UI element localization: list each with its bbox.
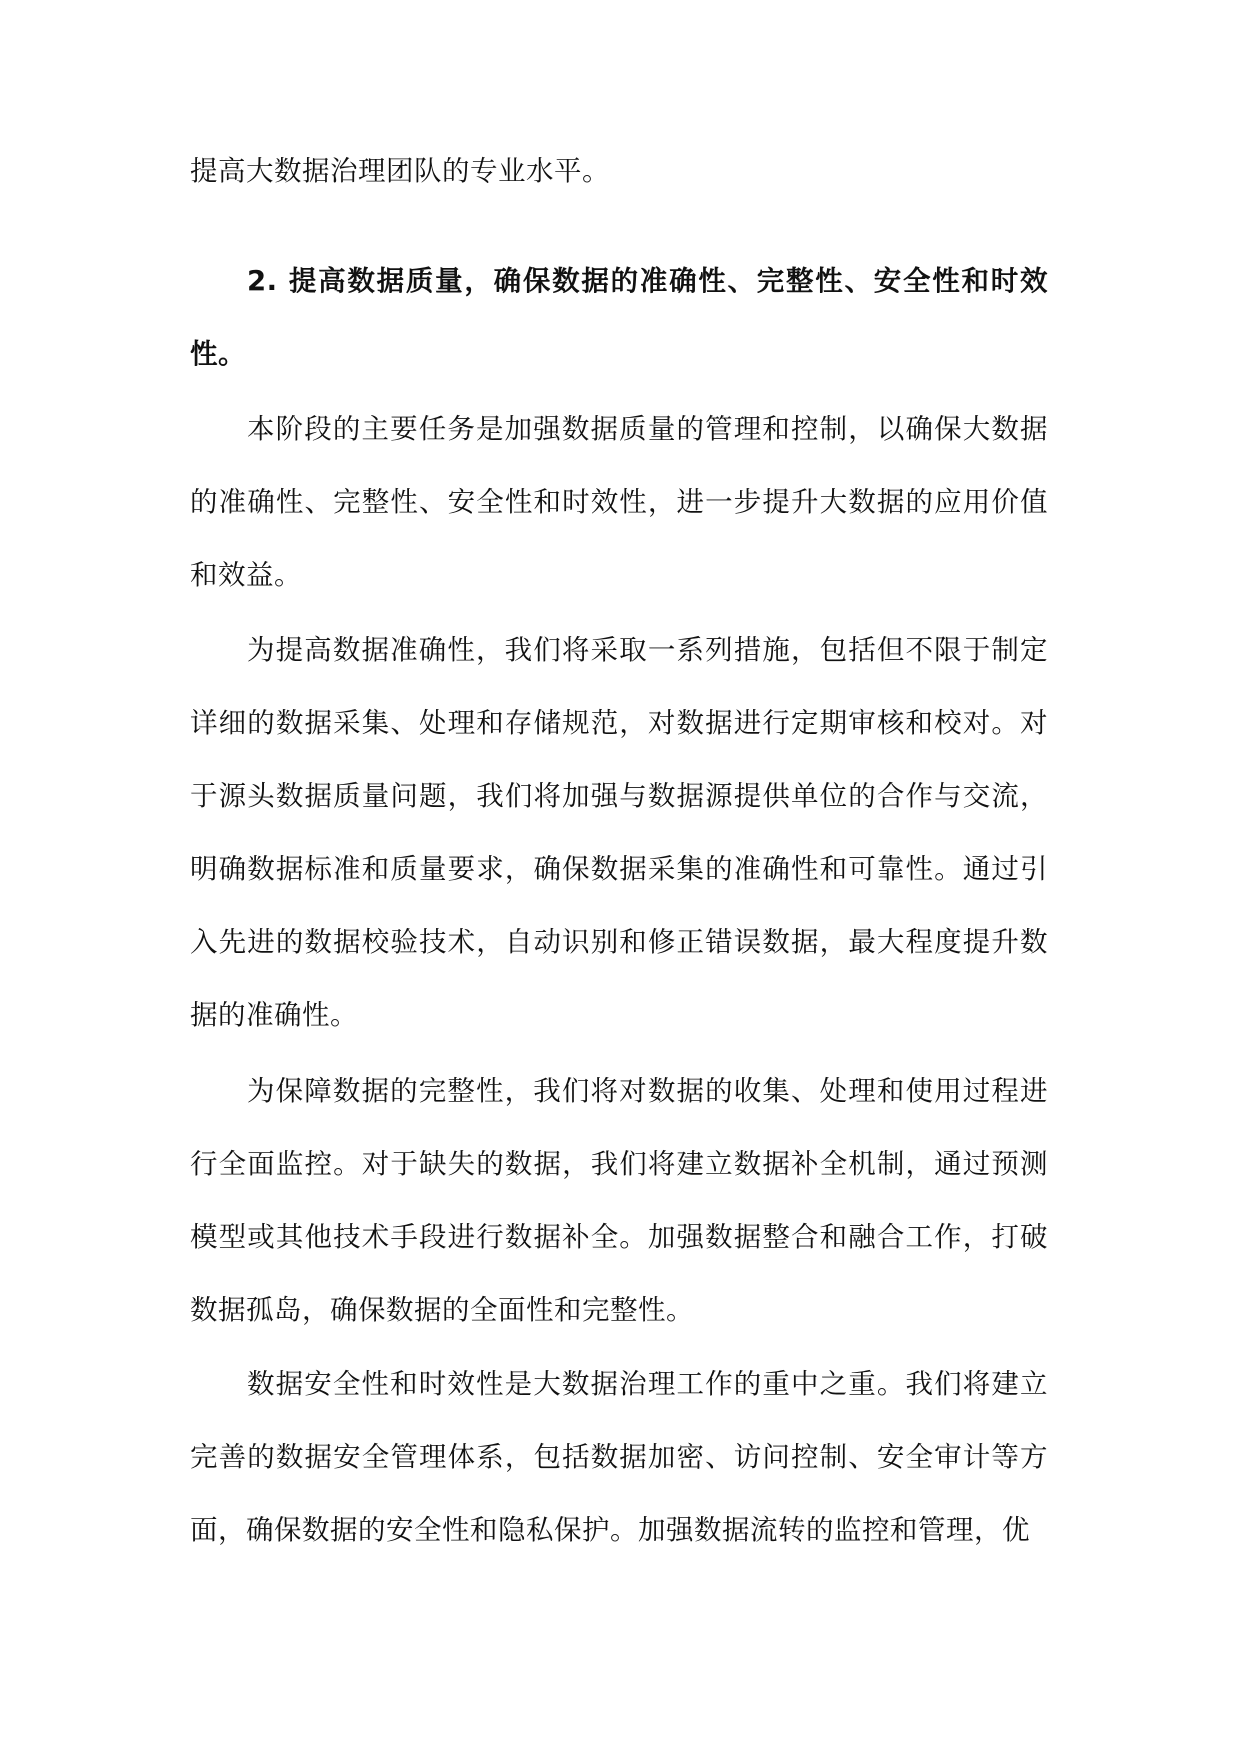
paragraph-4: 数据安全性和时效性是大数据治理工作的重中之重。我们将建立完善的数据安全管理体系，包括数据加密、访问控制、安全审计等方面，确保数据的安全性和隐私保护。加强数据流转的监控和管理，优: [190, 1368, 1048, 1546]
continuation-text: 提高大数据治理团队的专业水平。: [190, 155, 610, 187]
paragraph-1: 本阶段的主要任务是加强数据质量的管理和控制，以确保大数据的准确性、完整性、安全性和时效性，进一步提升大数据的应用价值和效益。: [190, 413, 1048, 591]
section-heading: 2. 提高数据质量，确保数据的准确性、完整性、安全性和时效性。: [190, 265, 1048, 370]
paragraph-3: 为保障数据的完整性，我们将对数据的收集、处理和使用过程进行全面监控。对于缺失的数据，我们将建立数据补全机制，通过预测模型或其他技术手段进行数据补全。加强数据整合和融合工作，打破数据孤岛，确保数据的全面性和完整性。: [190, 1075, 1048, 1326]
paragraph-2: 为提高数据准确性，我们将采取一系列措施，包括但不限于制定详细的数据采集、处理和存储规范，对数据进行定期审核和校对。对于源头数据质量问题，我们将加强与数据源提供单位的合作与交流，明确数据标准和质量要求，确保数据采集的准确性和可靠性。通过引入先进的数据校验技术，自动识别和修正错误数据，最大程度提升数据的准确性。: [190, 634, 1048, 1031]
